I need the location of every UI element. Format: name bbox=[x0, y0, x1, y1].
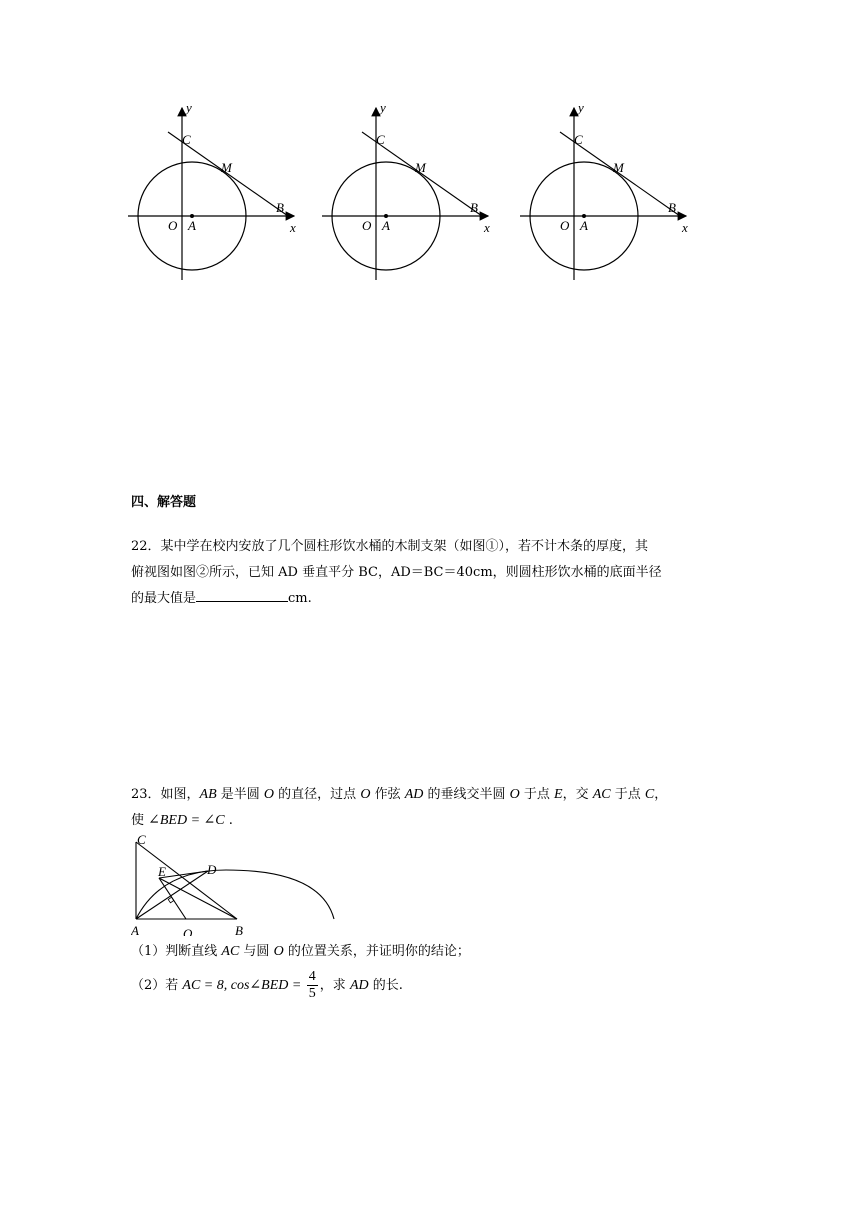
q23-text: 于点 bbox=[519, 787, 555, 802]
point-a-label: A bbox=[580, 218, 588, 233]
point-m-label: M bbox=[221, 160, 232, 175]
y-axis-label: y bbox=[186, 100, 192, 115]
q23-text: 使 bbox=[131, 813, 149, 828]
coordinate-figure-1 bbox=[126, 100, 306, 282]
q22-unit: cm. bbox=[288, 591, 312, 606]
x-axis-label: x bbox=[682, 220, 688, 235]
q23-part-1 bbox=[131, 939, 731, 965]
point-b-label: B bbox=[276, 200, 284, 215]
coordinate-figure-2 bbox=[320, 100, 500, 282]
q23-text: . bbox=[224, 813, 233, 828]
point-c-label: C bbox=[137, 832, 146, 847]
math-ac: AC bbox=[221, 944, 240, 959]
math-given: AC = 8, cos∠BED = bbox=[182, 978, 305, 993]
coordinate-figure-3 bbox=[518, 100, 698, 282]
q23-parts bbox=[131, 939, 731, 1002]
q23-text: 的直径，过点 bbox=[274, 787, 361, 802]
q22-line-1: 22．某中学在校内安放了几个圆柱形饮水桶的木制支架（如图①），若不计木条的厚度，其 bbox=[131, 539, 649, 554]
point-b-label: B bbox=[668, 200, 676, 215]
math-o: O bbox=[360, 787, 371, 802]
fraction-numerator: 4 bbox=[308, 969, 316, 984]
math-e: E bbox=[554, 787, 563, 802]
point-c-label: C bbox=[376, 132, 385, 147]
fraction-four-fifths bbox=[307, 969, 318, 1002]
semicircle-figure bbox=[131, 832, 341, 936]
math-ad: AD bbox=[404, 787, 424, 802]
q23-text: ，求 bbox=[319, 978, 350, 993]
q22-line-3 bbox=[131, 586, 731, 612]
q22-line-3-prefix: 的最大值是 bbox=[131, 591, 197, 606]
math-ac: AC bbox=[592, 787, 611, 802]
q23-text: 是半圆 bbox=[216, 787, 264, 802]
y-axis-label: y bbox=[380, 100, 386, 115]
q23-text: 23．如图， bbox=[131, 787, 200, 802]
math-angle-equation: ∠BED = ∠C bbox=[148, 813, 225, 828]
question-22 bbox=[131, 534, 731, 612]
math-ab: AB bbox=[199, 787, 217, 802]
point-a-label: A bbox=[382, 218, 390, 233]
point-a-label: A bbox=[131, 923, 139, 936]
point-o-label: O bbox=[168, 218, 178, 233]
q23-text: 作弦 bbox=[370, 787, 405, 802]
q23-text: 的长. bbox=[368, 978, 403, 993]
q23-part-2 bbox=[131, 969, 731, 1002]
point-o-label: O bbox=[183, 926, 193, 936]
q23-text: 与圆 bbox=[239, 944, 274, 959]
q23-line-1 bbox=[131, 782, 731, 808]
q23-text: （2）若 bbox=[131, 978, 183, 993]
q22-line-2: 俯视图如图②所示，已知 AD 垂直平分 BC，AD＝BC＝40cm，则圆柱形饮水桶的底面半径 bbox=[131, 565, 662, 580]
answer-blank[interactable] bbox=[196, 587, 288, 602]
q23-text: ， bbox=[654, 787, 668, 802]
math-ad: AD bbox=[349, 978, 369, 993]
point-m-label: M bbox=[613, 160, 624, 175]
math-o: O bbox=[273, 944, 284, 959]
point-c-label: C bbox=[574, 132, 583, 147]
point-b-label: B bbox=[235, 923, 243, 936]
q23-text: （1）判断直线 bbox=[131, 944, 222, 959]
math-o: O bbox=[509, 787, 520, 802]
point-a-label: A bbox=[188, 218, 196, 233]
q23-text: 的位置关系，并证明你的结论； bbox=[283, 944, 470, 959]
question-23 bbox=[131, 782, 731, 834]
q23-text: 于点 bbox=[610, 787, 645, 802]
point-d-label: D bbox=[207, 862, 217, 877]
math-o: O bbox=[263, 787, 275, 802]
point-c-label: C bbox=[182, 132, 191, 147]
point-o-label: O bbox=[560, 218, 570, 233]
x-axis-label: x bbox=[484, 220, 490, 235]
point-b-label: B bbox=[470, 200, 478, 215]
y-axis-label: y bbox=[578, 100, 584, 115]
q23-text: 的垂线交半圆 bbox=[423, 787, 510, 802]
fraction-denominator: 5 bbox=[308, 986, 316, 1001]
q23-text: ，交 bbox=[562, 787, 593, 802]
point-e-label: E bbox=[158, 864, 166, 879]
point-o-label: O bbox=[362, 218, 372, 233]
section-title: 四、解答题 bbox=[131, 495, 197, 510]
point-m-label: M bbox=[415, 160, 426, 175]
q23-line-2 bbox=[131, 808, 731, 834]
x-axis-label: x bbox=[290, 220, 296, 235]
math-c: C bbox=[644, 787, 655, 802]
